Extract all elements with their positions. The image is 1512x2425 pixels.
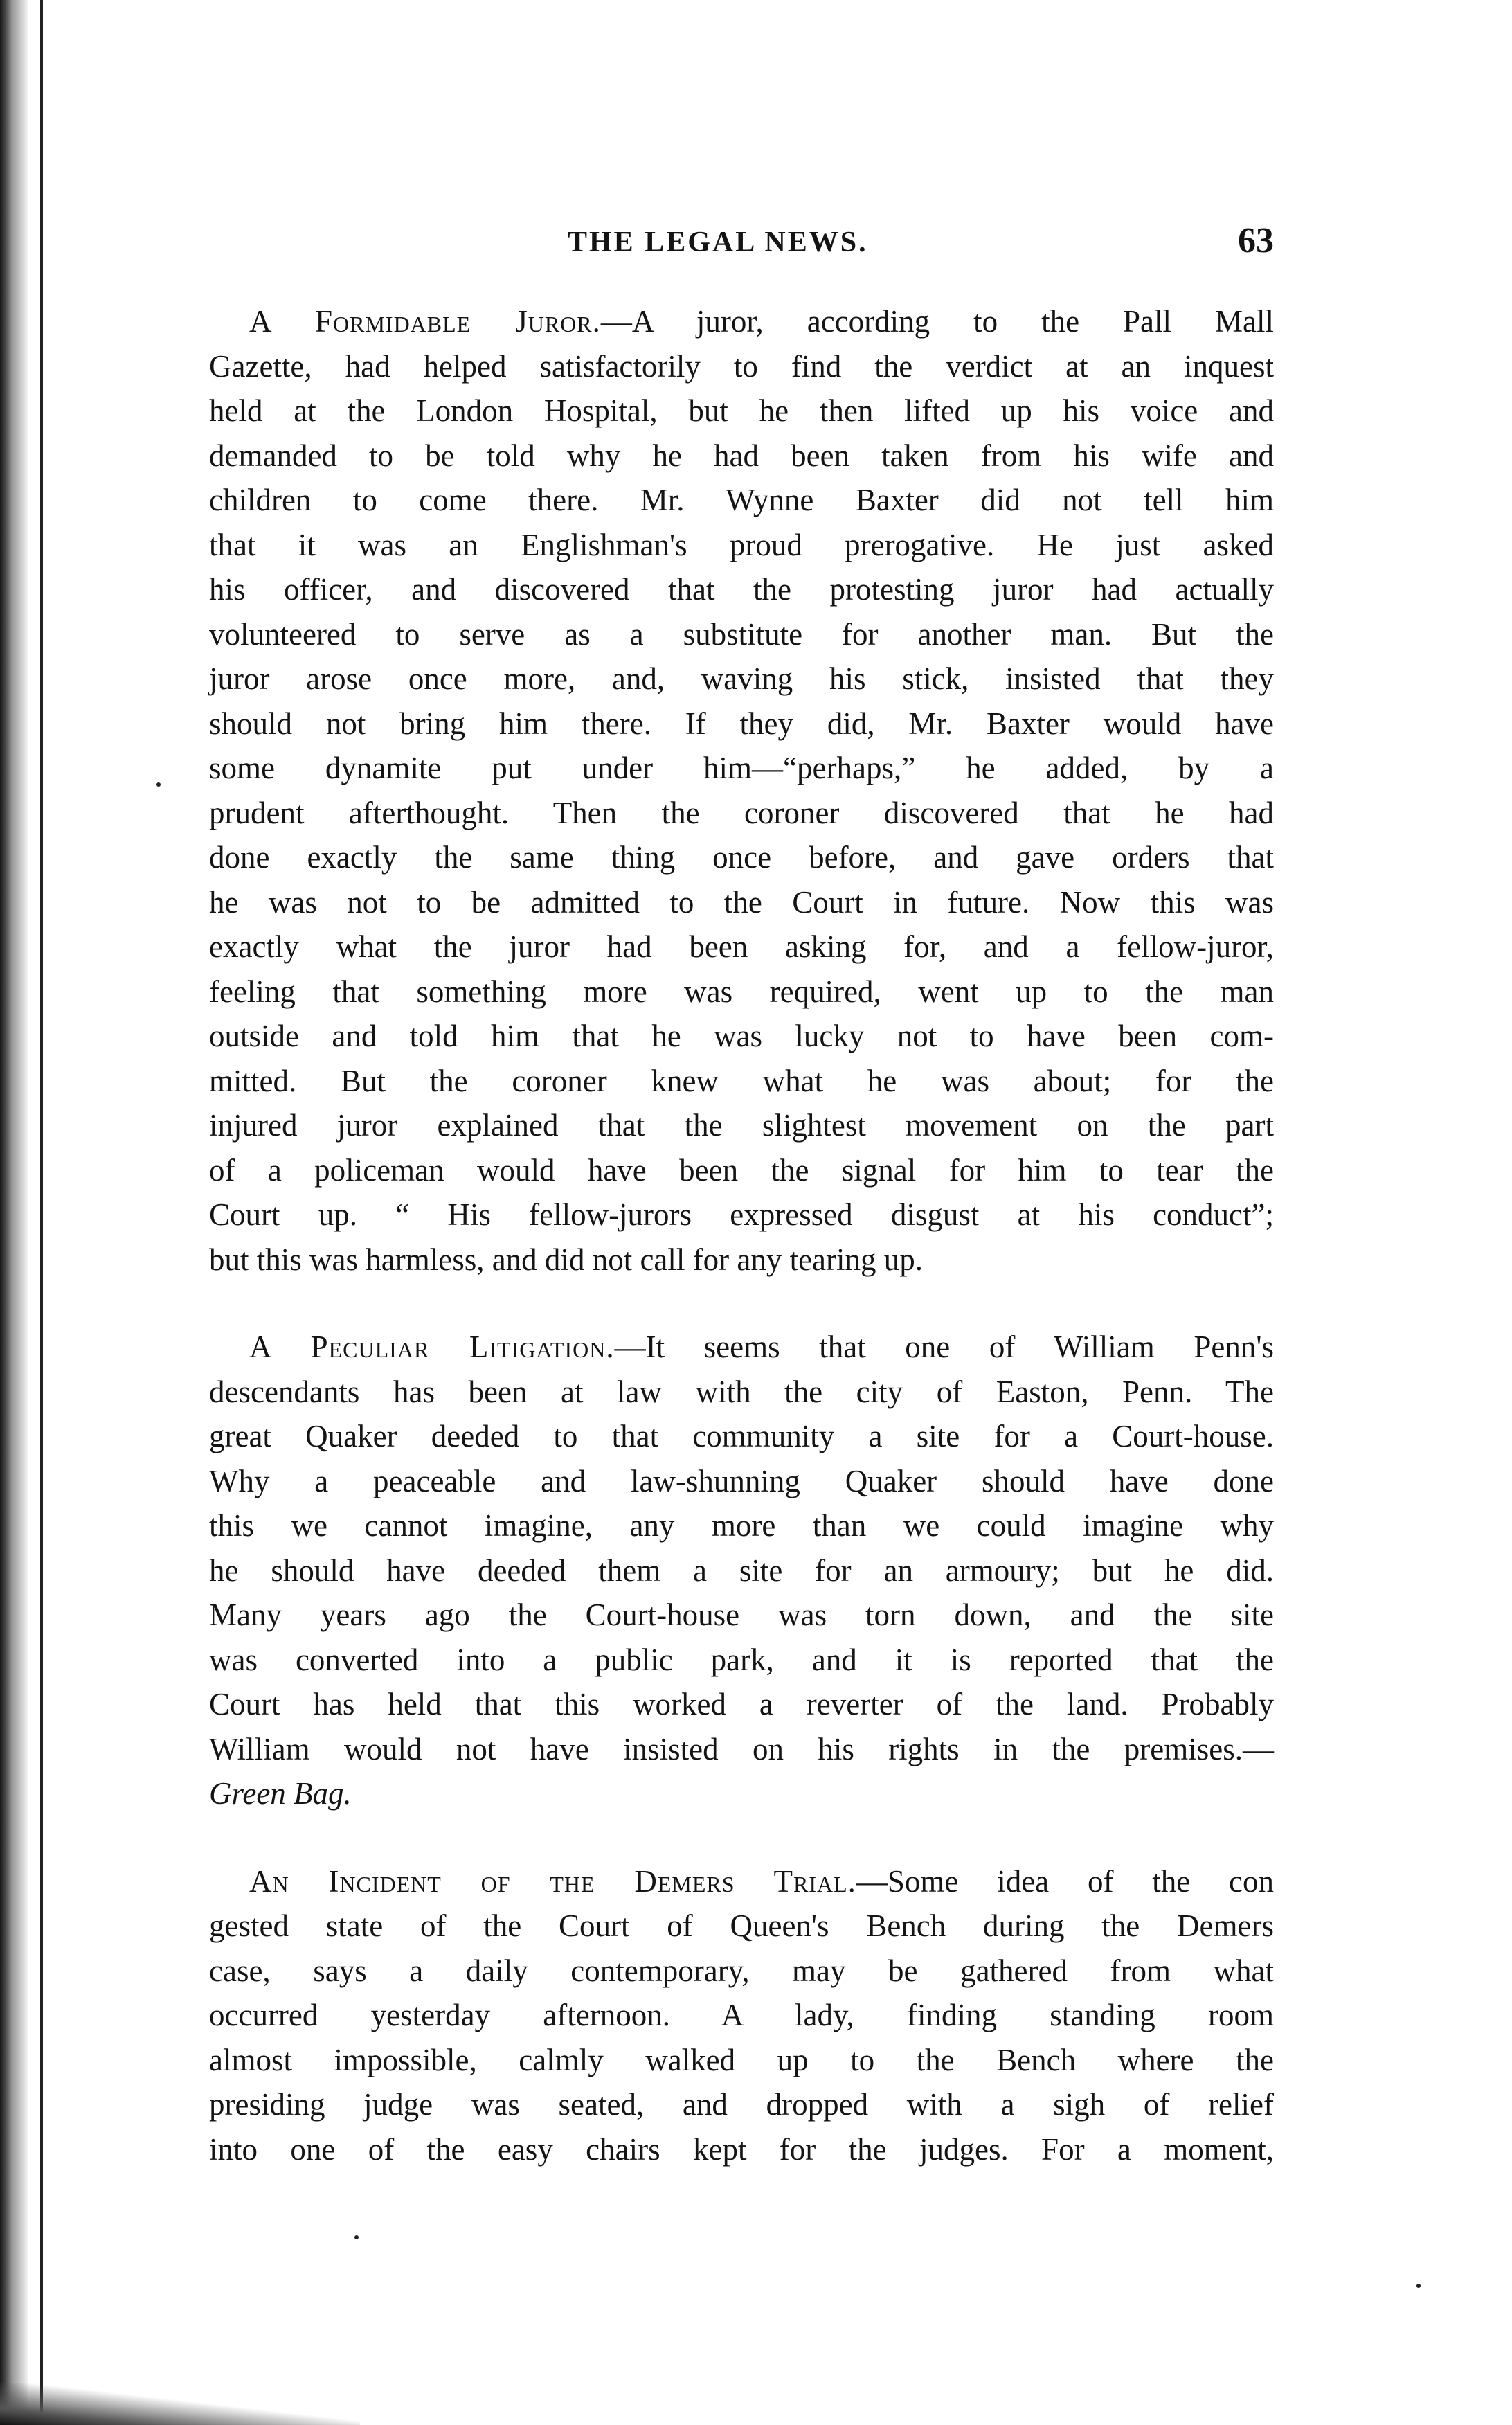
text-line: outside and told him that he was lucky not to have been com- [209,1019,1274,1053]
running-title: THE LEGAL NEWS. [568,226,868,258]
ink-speck [354,2235,359,2239]
article-demers-trial [209,1859,1274,2172]
text-line: Court up. “ His fellow-jurors expressed disgust at his conduct”; [209,1197,1274,1232]
article-heading: A Formidable Juror. [249,304,601,339]
text-line: children to come there. Mr. Wynne Baxter did not tell him [209,483,1274,517]
text-line: feeling that something more was required, went up to the man [209,974,1274,1009]
text-line: An Incident of the Demers Trial.—Some idea of the con [249,1863,1274,1899]
text-line: of a policeman would have been the signal for him to tear the [209,1152,1274,1188]
article-heading: An Incident of the Demers Trial. [249,1863,856,1899]
ink-speck [156,782,161,787]
page-corner-shadow [0,2383,360,2425]
text-line: mitted. But the coroner knew what he was about; for the [209,1063,1274,1098]
text-line: his officer, and discovered that the protesting juror had actually [209,572,1274,607]
running-head [208,220,1274,269]
text-line: Gazette, had helped satisfactorily to find the verdict at an inquest [209,348,1274,384]
binding-line [40,0,43,2425]
text-line: into one of the easy chairs kept for the judges. For a moment, [209,2131,1274,2167]
text-line: great Quaker deeded to that community a site for a Court-house. [209,1419,1274,1453]
text-line: was converted into a public park, and it is reported that the [209,1642,1274,1677]
text-line: presiding judge was seated, and dropped with a sigh of relief [209,2087,1274,2122]
text-line: this we cannot imagine, any more than we could imagine why [209,1508,1274,1543]
article-heading: A Peculiar Litigation. [249,1330,615,1364]
text-line: should not bring him there. If they did, Mr. Baxter would have [209,706,1274,741]
text-line: exactly what the juror had been asking for, and a fellow-juror, [209,929,1274,964]
text-line: descendants has been at law with the city of Easton, Penn. The [209,1374,1274,1409]
text-line: case, says a daily contemporary, may be gathered from what [209,1953,1274,1988]
text-line: Why a peaceable and law-shunning Quaker should have done [209,1463,1274,1498]
text-line: juror arose once more, and, waving his stick, insisted that they [209,661,1274,696]
text-line: gested state of the Court of Queen's Bench during the Demers [209,1908,1274,1943]
binding-shadow [0,0,28,2425]
text-line: A Peculiar Litigation.—It seems that one of William Penn's [249,1330,1274,1364]
page-body [209,299,1274,2214]
text-line: occurred yesterday afternoon. A lady, finding standing room [209,1998,1274,2032]
text-line: volunteered to serve as a substitute for another man. But the [209,616,1274,652]
text-line: he should have deeded them a site for an armoury; but he did. [209,1552,1274,1588]
ink-speck [1416,2284,1421,2288]
page-number: 63 [1238,221,1274,260]
text-line: injured juror explained that the slightest movement on the part [209,1108,1274,1143]
text-line: held at the London Hospital, but he then lifted up his voice and [209,393,1274,428]
text-line: some dynamite put under him—“perhaps,” he added, by a [209,751,1274,785]
text-line: demanded to be told why he had been taken from his wife and [209,438,1274,473]
article-peculiar-litigation [209,1325,1274,1816]
article-formidable-juror [209,299,1274,1282]
text-line: prudent afterthought. Then the coroner discovered that he had [209,795,1274,830]
text-line: William would not have insisted on his rights in the premises.— [209,1731,1274,1766]
text-line: A Formidable Juror.—A juror, according to the Pall Mall [249,304,1274,339]
text-line: but this was harmless, and did not call for any tearing up. [209,1242,924,1277]
text-line: Court has held that this worked a reverter of the land. Probably [209,1687,1274,1721]
text-line: that it was an Englishman's proud prerogative. He just asked [209,527,1274,562]
text-line: done exactly the same thing once before, and gave orders that [209,840,1274,875]
text-line: Many years ago the Court-house was torn down, and the site [209,1598,1274,1632]
text-line: almost impossible, calmly walked up to the Bench where the [209,2042,1274,2077]
source-citation: Green Bag. [209,1776,352,1811]
text-line: he was not to be admitted to the Court in future. Now this was [209,884,1274,920]
